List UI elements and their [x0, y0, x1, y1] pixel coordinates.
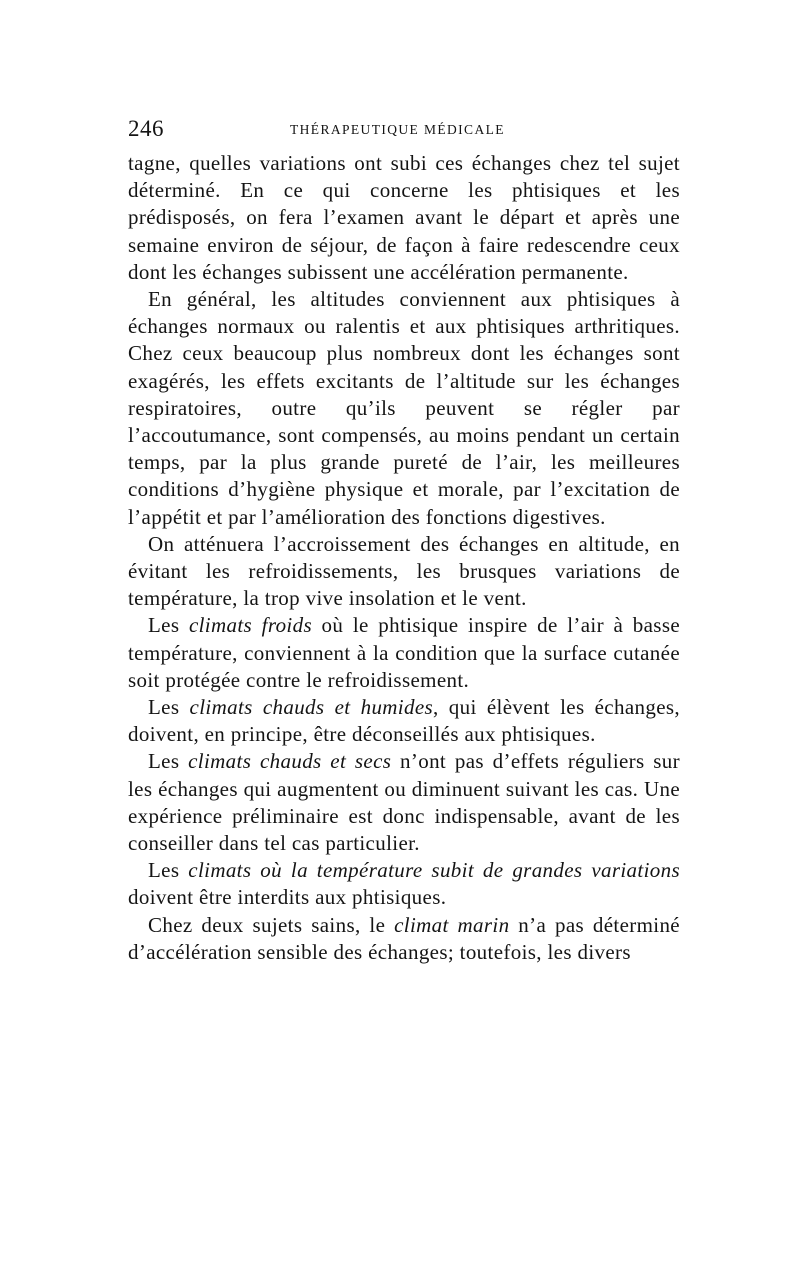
book-page [128, 112, 680, 966]
paragraph-5 [128, 694, 680, 748]
body-text [128, 150, 680, 966]
text-run: Les [148, 858, 189, 883]
paragraph-7 [128, 857, 680, 911]
text-run: , qui élèvent les échanges, doivent, en principe, être déconseillés aux phtisiques. [128, 695, 680, 747]
paragraph-3 [128, 531, 680, 613]
page-number: 246 [128, 116, 164, 141]
paragraph-4 [128, 612, 680, 694]
text-run: En général, les altitudes conviennent aux phtisiques à échanges normaux ou ralentis et aux phtisiques arthritiques. Chez ceux beaucoup plus nombreux dont les échanges sont exagérés, les effets excitants de l’altitude sur les échanges respiratoires, outre qu’ils peuvent se régler par l’accoutumance, sont compensés, au moins pendant un certain temps, par la plus grande pureté de l’air, les meilleures conditions d’hygiène physique et morale, par l’excitation de l’appétit et par l’amélioration des fonctions digestives. [128, 287, 680, 529]
text-run: n’ont pas d’effets réguliers sur les échanges qui augmentent ou diminuent suivant les cas. Une expérience préliminaire est donc indispensable, avant de les conseiller dans tel cas particulier. [128, 749, 680, 856]
text-run: On atténuera l’accroissement des échanges en altitude, en évitant les refroidissements, les brusques variations de température, la trop vive insolation et le vent. [128, 531, 680, 611]
italic-term: climat marin [394, 912, 510, 937]
text-run: Les [148, 695, 190, 720]
text-run: n’a pas déterminé d’accélération sensible des échanges; toutefois, les divers [128, 912, 680, 964]
text-run: tagne, quelles variations ont subi ces échanges chez tel sujet déterminé. En ce qui concerne les phtisiques et les prédisposés, on fera l’examen avant le départ et après une semaine environ de séjour, de façon à faire redescendre ceux dont les échanges subissent une accélération permanente. [128, 151, 680, 284]
paragraph-1 [128, 150, 680, 286]
paragraph-2 [128, 286, 680, 531]
text-run: Chez deux sujets sains, le [148, 912, 395, 937]
italic-term: climats chauds et humides [189, 695, 434, 720]
italic-term: climats froids [188, 613, 312, 638]
running-title: THÉRAPEUTIQUE MÉDICALE [290, 122, 505, 137]
text-run: Les [148, 749, 189, 774]
text-run: où le phtisique inspire de l’air à basse température, conviennent à la condition que la surface cutanée soit protégée contre le refroidissement. [128, 613, 681, 692]
text-run: Les [148, 613, 189, 638]
italic-term: climats chauds et secs [188, 749, 392, 774]
text-run: doivent être interdits aux phtisiques. [128, 885, 447, 910]
italic-term: climats où la température subit de grandes variations [188, 858, 681, 883]
paragraph-6 [128, 748, 680, 857]
paragraph-8 [128, 912, 680, 966]
running-head [128, 112, 680, 146]
